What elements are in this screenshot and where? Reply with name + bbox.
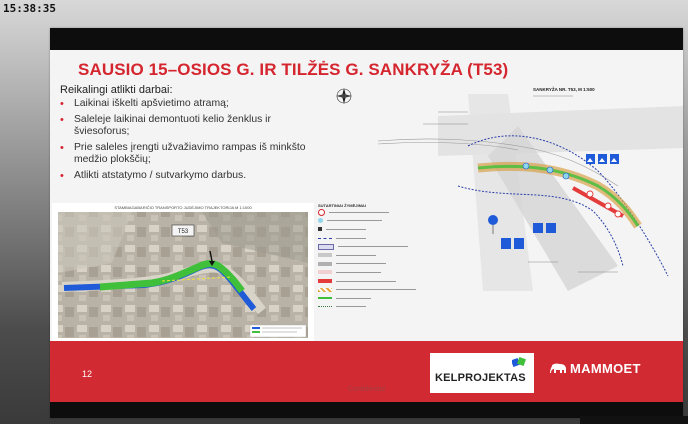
kelprojektas-mark-icon [512,357,528,369]
kelprojektas-logo-text: KELPROJEKTAS [435,372,526,384]
list-item: • Prie saleles įrengti užvažiavimo rampas iš minkšto medžio plokščių; [60,142,310,166]
video-timestamp: 15:38:35 [3,2,56,15]
page-number: 12 [82,369,93,379]
slide-footer [50,341,683,409]
compass-icon [336,88,352,104]
legend-title: SUTARTINIAI ŽYMĖJIMAI [318,203,366,208]
list-item: • Atlikti atstatymo / sutvarkymo darbus. [60,170,310,182]
elephant-icon [550,363,568,374]
slide-top-bar [50,28,683,50]
intersection-plan [318,86,683,291]
t53-marker-label: T53 [177,229,189,235]
slide-title: SAUSIO 15–OSIOS G. IR TILŽĖS G. SANKRYŽA (T53) [78,60,509,79]
presentation-slide [50,28,683,418]
right-map-caption: SANKRYŽA NR. T53, M 1:500 [533,87,595,92]
list-item: • Saleleje laikinai demontuoti kelio ženklus ir šviesoforus; [60,114,310,138]
list-item: • Laikinai iškelti apšvietimo atramą; [60,98,310,110]
screen-bottom-strip [580,416,688,424]
work-heading: Reikalingi atlikti darbai: [60,84,173,96]
mammoet-logo [550,361,641,376]
left-map-caption: STAMBIAGABARIČIO TRANSPORTO JUDĖJIMO TRAJEKTORIJA M 1:1000 [114,205,252,210]
confidential-label: Confidential [348,386,385,393]
task-list [60,98,310,186]
mammoet-logo-text: MAMMOET [570,361,641,376]
aerial-route-map [52,203,314,343]
